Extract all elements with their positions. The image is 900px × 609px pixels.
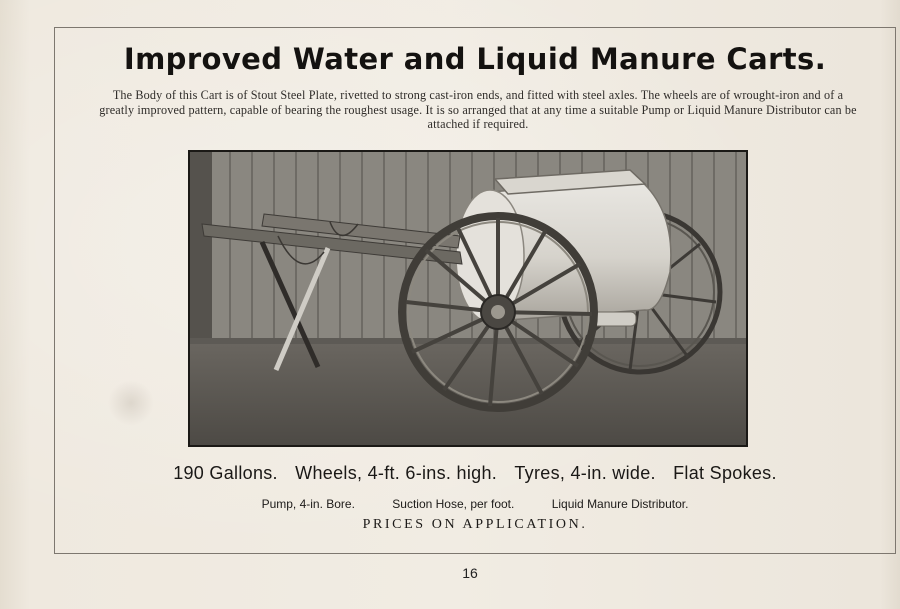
spec-capacity: 190 Gallons. [173,463,278,483]
prices-note: PRICES ON APPLICATION. [362,517,588,532]
spec-wheels: Wheels, 4-ft. 6-ins. high. [295,463,498,483]
spec-tyres: Tyres, 4-in. wide. [514,463,656,483]
page-title: Improved Water and Liquid Manure Carts. [123,42,827,76]
accessory-pump: Pump, 4-in. Bore. [261,497,355,511]
page-number: 16 [462,565,478,581]
cart-photograph [188,150,748,447]
spec-spokes: Flat Spokes. [673,463,777,483]
product-description: The Body of this Cart is of Stout Steel Plate, rivetted to strong cast-iron ends, and fitted with steel axles. The wheels are of wrought-iron and of a greatly improved pattern, capable of bearing the roughest usage. It is so arranged that at any time a suitable Pump or Liquid Manure Distributor can be attached if required. [99,88,857,131]
accessories-line [54,497,896,511]
specifications-line [54,463,896,484]
accessory-hose: Suction Hose, per foot. [392,497,515,511]
cart-illustration [190,152,746,445]
accessory-distributor: Liquid Manure Distributor. [551,497,689,511]
